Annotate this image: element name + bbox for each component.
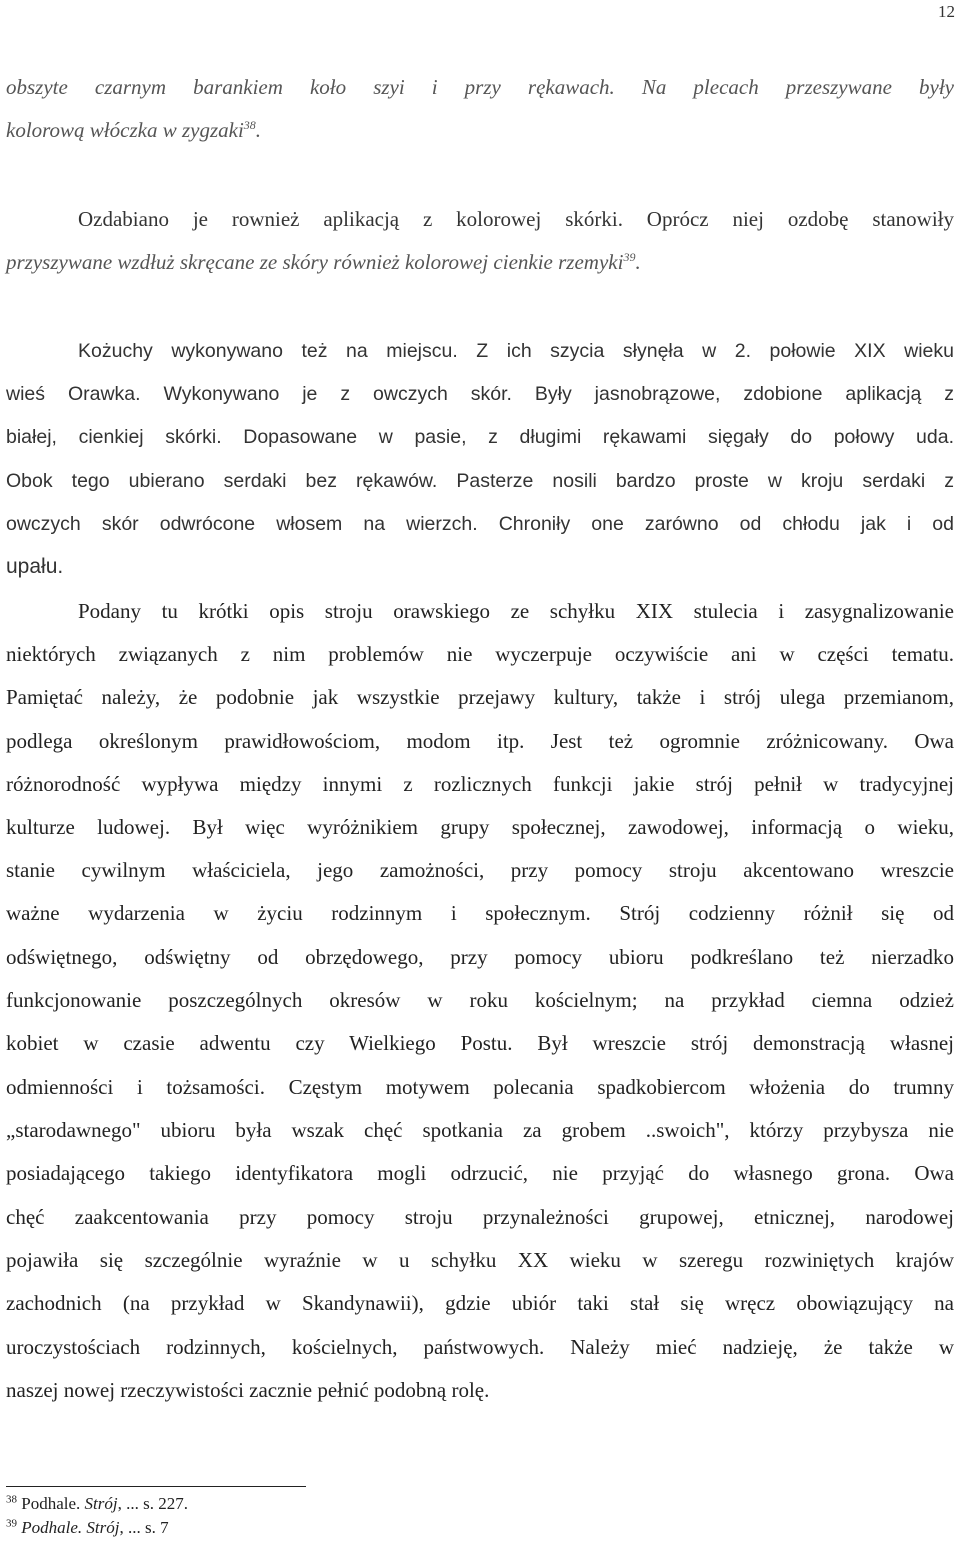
footnote-title: Podhale. Strój bbox=[21, 1518, 120, 1537]
line-text: przyszywane wzdłuż skręcane ze skóry również kolorowej cienkie rzemyki bbox=[6, 250, 624, 274]
paragraph-line: wieś Orawka. Wykonywano je z owczych skór. Były jasnobrązowe, zdobione aplikacją z bbox=[6, 383, 954, 405]
paragraph-line: odmienności i tożsamości. Częstym motywem polecania spadkobiercom włożenia do trumny bbox=[6, 1075, 954, 1099]
paragraph-line bbox=[6, 117, 261, 143]
paragraph-line: uroczystościach rodzinnych, kościelnych, państwowych. Należy mieć nadzieję, że także w bbox=[6, 1335, 954, 1359]
footnote-text: Podhale. bbox=[21, 1494, 85, 1513]
paragraph-line: Ozdabiano je rownież aplikacją z kolorowej skórki. Oprócz niej ozdobę stanowiły bbox=[78, 207, 954, 231]
paragraph-line: zachodnich (na przykład w Skandynawii), gdzie ubiór taki stał się wręcz obowiązujący na bbox=[6, 1291, 954, 1315]
paragraph-line: białej, cienkiej skórki. Dopasowane w pasie, z długimi rękawami sięgały do połowy uda. bbox=[6, 426, 954, 448]
paragraph-line: odświętnego, odświętny od obrzędowego, przy pomocy ubioru podkreślano też nierzadko bbox=[6, 945, 954, 969]
paragraph-line: ważne wydarzenia w życiu rodzinnym i społecznym. Strój codzienny różnił się od bbox=[6, 901, 954, 925]
paragraph-line bbox=[6, 249, 641, 275]
paragraph-line: podlega określonym prawidłowościom, modom itp. Jest też ogromnie zróżnicowany. Owa bbox=[6, 729, 954, 753]
paragraph-line: Pamiętać należy, że podobnie jak wszystkie przejawy kultury, także i strój ulega przemianom, bbox=[6, 685, 954, 709]
paragraph-line: chęć zaakcentowania przy pomocy stroju przynależności grupowej, etnicznej, narodowej bbox=[6, 1205, 954, 1229]
paragraph-line: obszyte czarnym barankiem koło szyi i przy rękawach. Na plecach przeszywane były bbox=[6, 75, 954, 99]
paragraph-line: owczych skór odwrócone włosem na wierzch. Chroniły one zarówno od chłodu jak i od bbox=[6, 513, 954, 535]
paragraph-line: kobiet w czasie adwentu czy Wielkiego Postu. Był wreszcie strój demonstracją własnej bbox=[6, 1031, 954, 1055]
paragraph-line: Podany tu krótki opis stroju orawskiego ze schyłku XIX stulecia i zasygnalizowanie bbox=[78, 599, 954, 623]
paragraph-line: stanie cywilnym właściciela, jego zamożności, przy pomocy stroju akcentowano wreszcie bbox=[6, 858, 954, 882]
page-number: 12 bbox=[938, 2, 955, 21]
paragraph-line: funkcjonowanie poszczególnych okresów w roku kościelnym; na przykład ciemna odzież bbox=[6, 988, 954, 1012]
paragraph-line: posiadającego takiego identyfikatora mogli odrzucić, nie przyjąć do własnego grona. Owa bbox=[6, 1161, 954, 1185]
paragraph-line: upału. bbox=[6, 555, 64, 578]
line-end: . bbox=[255, 118, 262, 142]
line-end: . bbox=[635, 250, 641, 274]
footnote-number: 39 bbox=[6, 1517, 17, 1530]
footnote-ref: 39 bbox=[623, 250, 636, 264]
footnote bbox=[6, 1494, 188, 1514]
paragraph-line: kulturze ludowej. Był więc wyróżnikiem grupy społecznej, zawodowej, informacją o wieku, bbox=[6, 815, 954, 839]
footnote-text: , ... s. 227. bbox=[117, 1494, 188, 1513]
paragraph-line: pojawiła się szczególnie wyraźnie w u schyłku XX wieku w szeregu rozwiniętych krajów bbox=[6, 1248, 954, 1272]
paragraph-line: niektórych związanych z nim problemów nie wyczerpuje oczywiście ani w części tematu. bbox=[6, 642, 954, 666]
paragraph-line: „starodawnego" ubioru była wszak chęć spotkania za grobem ..swoich", którzy przybysza nie bbox=[6, 1118, 954, 1142]
paragraph-line: różnorodność wypływa między innymi z rozlicznych funkcji jakie strój pełnił w tradycyjnej bbox=[6, 772, 954, 796]
footnote-text: , ... s. 7 bbox=[119, 1518, 169, 1537]
paragraph-line: naszej nowej rzeczywistości zacznie pełnić podobną rolę. bbox=[6, 1378, 490, 1402]
footnote bbox=[6, 1518, 169, 1538]
paragraph-line: Kożuchy wykonywano też na miejscu. Z ich szycia słynęła w 2. połowie XIX wieku bbox=[78, 340, 954, 362]
footnote-separator bbox=[6, 1486, 306, 1487]
footnote-ref: 38 bbox=[243, 118, 256, 132]
paragraph-line: Obok tego ubierano serdaki bez rękawów. Pasterze nosili bardzo proste w kroju serdaki z bbox=[6, 470, 954, 492]
footnote-title: Strój bbox=[84, 1494, 118, 1513]
footnote-number: 38 bbox=[6, 1493, 17, 1506]
line-text: kolorową włóczka w zygzaki bbox=[6, 118, 244, 142]
